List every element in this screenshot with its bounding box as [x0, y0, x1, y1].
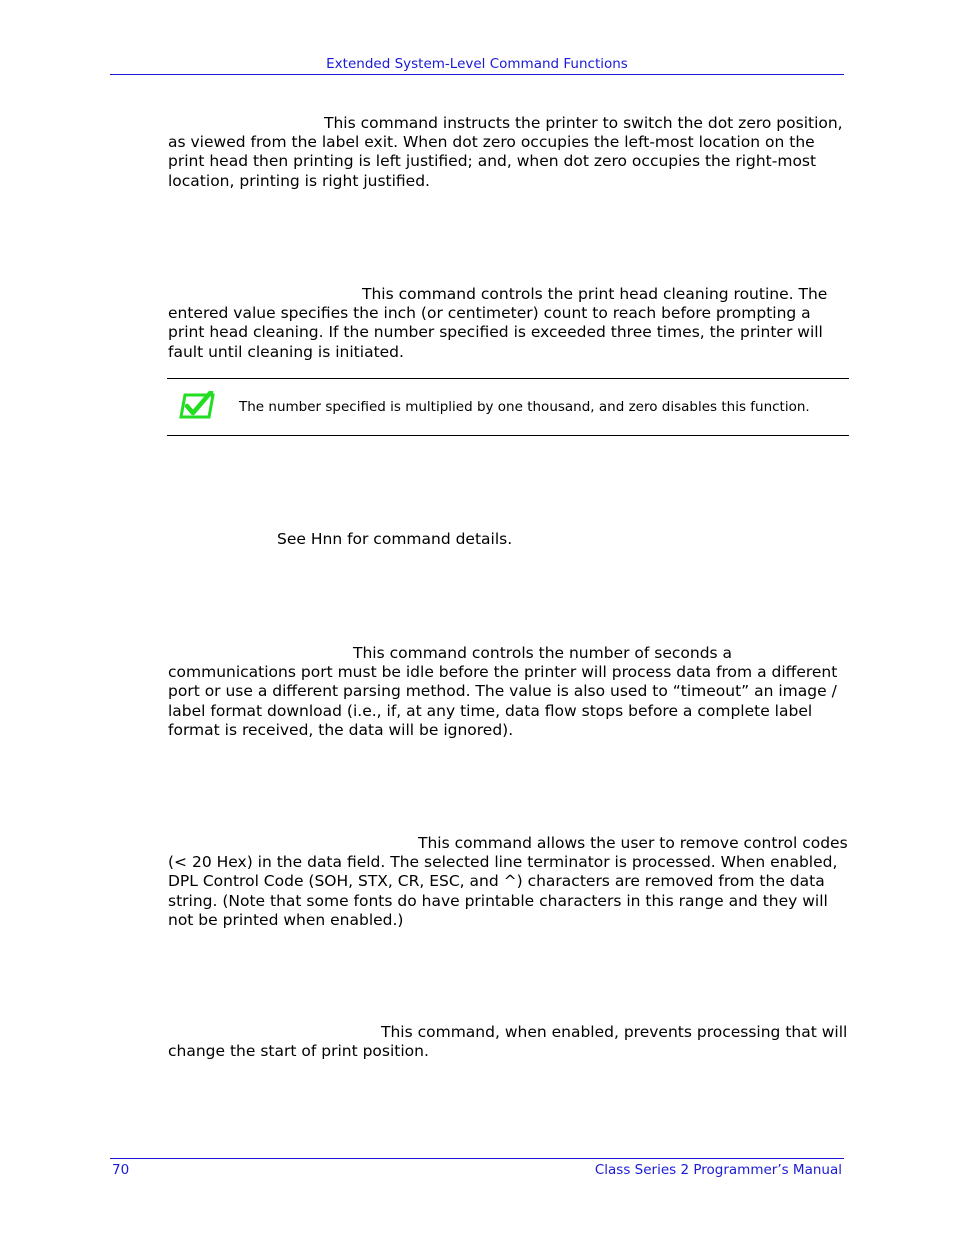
header-rule [110, 74, 844, 75]
head-cleaning-paragraph [168, 285, 848, 362]
control-codes-paragraph [168, 834, 848, 930]
note-box [167, 378, 849, 436]
header-title: Extended System-Level Command Functions [326, 56, 628, 72]
dot-zero-paragraph [168, 114, 848, 191]
footer-page-number: 70 [112, 1162, 130, 1178]
port-timeout-paragraph [168, 644, 848, 740]
port-timeout-text: This command controls the number of seconds a communications port must be idle before the printer will process data from a different port or use a different parsing method. The value is also used to “timeout” an image / label format download (i.e., if, at any time, data flow stops before a complete label format is received, the data will be ignored). [168, 644, 838, 739]
dot-zero-text: This command instructs the printer to switch the dot zero position, as viewed from the label exit. When dot zero occupies the left-most location on the print head then printing is left justified; and, when dot zero occupies the right-most location, printing is right justified. [168, 114, 843, 190]
control-codes-text: This command allows the user to remove control codes (< 20 Hex) in the data field. The selected line terminator is processed. When enabled, DPL Control Code (SOH, STX, CR, ESC, and ^) characters are removed from the data string. (Note that some fonts do have printable characters in this range and they will not be printed when enabled.) [168, 834, 848, 929]
see-hnn-paragraph [168, 530, 848, 549]
head-cleaning-text: This command controls the print head cleaning routine. The entered value specifies the inch (or centimeter) count to reach before prompting a print head cleaning. If the number specified is exceeded three times, the printer will fault until cleaning is initiated. [168, 285, 828, 361]
footer-rule [110, 1158, 844, 1159]
see-hnn-text: See Hnn for command details. [277, 530, 513, 548]
footer-manual-title: Class Series 2 Programmer’s Manual [594, 1162, 842, 1178]
checkmark-icon [179, 391, 217, 421]
start-print-text: This command, when enabled, prevents processing that will change the start of print position. [168, 1023, 848, 1061]
note-text: The number specified is multiplied by one thousand, and zero disables this function. [239, 399, 810, 415]
start-print-paragraph [168, 1023, 848, 1061]
